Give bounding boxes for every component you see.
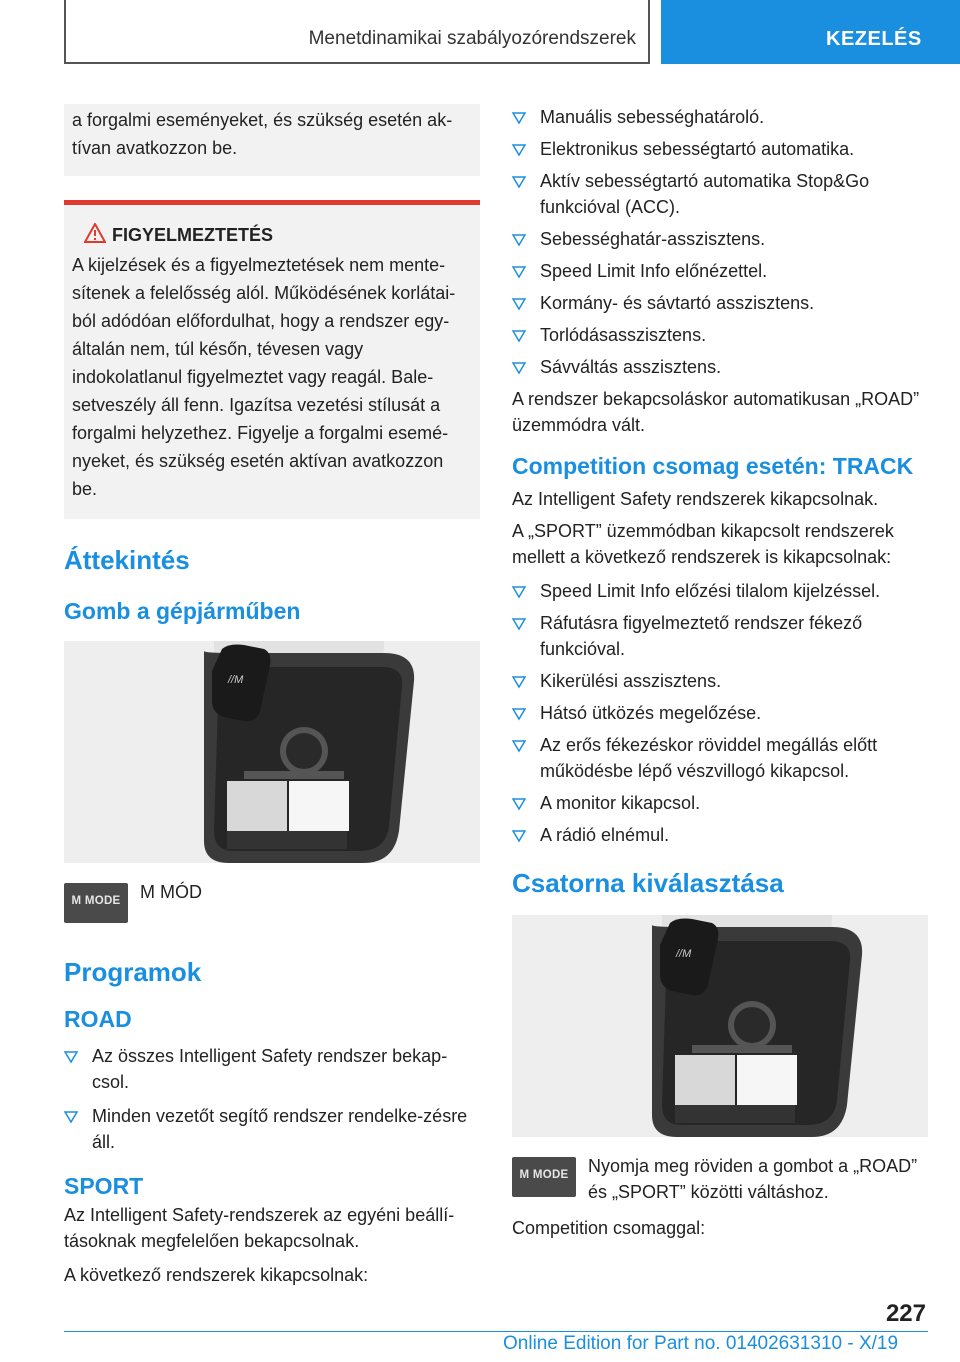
list-item: Minden vezetőt segítő rendszer rendelke-zésre áll. (64, 1103, 480, 1155)
track-text-2: A „SPORT” üzemmódban kikapcsolt rendszerek mellett a következő rendszerek is kikapcsolnak: (512, 521, 894, 567)
triangle-bullet-icon (512, 175, 526, 189)
svg-text://M: //M (228, 674, 244, 686)
list-item: Speed Limit Info előzési tilalom kijelzéssel. (512, 578, 928, 604)
additional-off-list (512, 578, 928, 848)
heading-programs: Programok (64, 957, 202, 987)
heading-channel-select: Csatorna kiválasztása (512, 868, 784, 898)
intro-text: a forgalmi eseményeket, és szükség esetén ak-tívan avatkozzon be. (72, 110, 453, 158)
mmode-icon-text: M MODE (519, 1169, 569, 1181)
intro-box (64, 104, 480, 176)
left-column (64, 104, 480, 1288)
header-title: Menetdinamikai szabályozórendszerek (308, 28, 636, 49)
list-item: Manuális sebességhatároló. (512, 104, 928, 130)
triangle-bullet-icon (512, 707, 526, 721)
right-column (512, 104, 928, 1241)
triangle-bullet-icon (512, 143, 526, 157)
page-number: 227 (885, 1300, 926, 1327)
list-item: Sávváltás asszisztens. (512, 354, 928, 380)
sport-text: Az Intelligent Safety-rendszerek az egyéni beállí-tásoknak megfelelően bekapcsolnak. (64, 1205, 455, 1251)
road-list (64, 1043, 480, 1155)
warning-text: A kijelzések és a figyelmeztetések nem mente-sítenek a felelősség alól. Működésének korlátai-ból adódóan előfordulhat, hogy a rendszer egy-általán nem, túl későn, tévesen vagy indokolatlanul figyelmeztet vagy reagál. Bale-setveszély áll fenn. Igazítsa vezetési stílusát a forgalmi helyzethez. Figyelje a forgalmi esemé-nyeket, és szükség esetén aktívan avatkozzon be. (72, 255, 456, 499)
triangle-bullet-icon (512, 265, 526, 279)
warning-triangle-icon (72, 221, 112, 249)
list-item: Kikerülési asszisztens. (512, 668, 928, 694)
header-tab-kezeles[interactable] (661, 0, 960, 64)
mmode-row (64, 883, 480, 945)
svg-text://M: //M (676, 948, 692, 960)
list-item: Torlódásasszisztens. (512, 322, 928, 348)
channel-text: Nyomja meg röviden a gombot a „ROAD” és „SPORT” közötti váltáshoz. (588, 1156, 918, 1202)
mmode-icon-text: M MODE (71, 895, 121, 907)
mmode-button-icon (512, 1157, 576, 1197)
mmode-row-2 (512, 1155, 928, 1211)
footer-divider (64, 1331, 928, 1332)
warning-heading (72, 221, 472, 249)
list-item: Elektronikus sebességtartó automatika. (512, 136, 928, 162)
heading-button-in-vehicle: Gomb a gépjárműben (64, 598, 301, 624)
systems-off-list (512, 104, 928, 380)
sport-text-2: A következő rendszerek kikapcsolnak: (64, 1265, 369, 1285)
list-item: Speed Limit Info előnézettel. (512, 258, 928, 284)
list-item: Sebességhatár-asszisztens. (512, 226, 928, 252)
console-photo (64, 641, 480, 863)
heading-sport: SPORT (64, 1173, 144, 1199)
heading-road: ROAD (64, 1006, 132, 1032)
triangle-bullet-icon (64, 1050, 78, 1064)
triangle-bullet-icon (512, 797, 526, 811)
mmode-label: M MÓD (140, 882, 202, 902)
mmode-button-icon (64, 883, 128, 923)
track-text-1: Az Intelligent Safety rendszerek kikapcsolnak. (512, 489, 879, 509)
triangle-bullet-icon (512, 617, 526, 631)
list-item: Hátsó ütközés megelőzése. (512, 700, 928, 726)
triangle-bullet-icon (512, 675, 526, 689)
list-item: A monitor kikapcsol. (512, 790, 928, 816)
header-tab-label: KEZELÉS (826, 28, 922, 50)
footer-edition-text: Online Edition for Part no. 01402631310 - X/19 (503, 1333, 899, 1354)
triangle-bullet-icon (512, 739, 526, 753)
triangle-bullet-icon (512, 297, 526, 311)
triangle-bullet-icon (512, 329, 526, 343)
triangle-bullet-icon (512, 585, 526, 599)
header-box (64, 0, 650, 64)
heading-overview: Áttekintés (64, 545, 190, 575)
triangle-bullet-icon (512, 361, 526, 375)
list-item: Az erős fékezéskor röviddel megállás előtt működésbe lépő vészvillogó kikapcsol. (512, 732, 928, 784)
triangle-bullet-icon (64, 1110, 78, 1124)
list-item: Aktív sebességtartó automatika Stop&Go funkcióval (ACC). (512, 168, 928, 220)
triangle-bullet-icon (512, 233, 526, 247)
console-photo-2 (512, 915, 928, 1137)
list-item: Ráfutásra figyelmeztető rendszer fékező funkcióval. (512, 610, 928, 662)
list-item: Az összes Intelligent Safety rendszer bekap-csol. (64, 1043, 480, 1095)
list-item: A rádió elnémul. (512, 822, 928, 848)
list-item: Kormány- és sávtartó asszisztens. (512, 290, 928, 316)
warning-box (64, 200, 480, 519)
triangle-bullet-icon (512, 829, 526, 843)
triangle-bullet-icon (512, 111, 526, 125)
road-note: A rendszer bekapcsoláskor automatikusan „ROAD” üzemmódra vált. (512, 389, 920, 435)
heading-competition-track: Competition csomag esetén: TRACK (512, 453, 914, 479)
warning-title: FIGYELMEZTETÉS (112, 225, 274, 245)
competition-text: Competition csomaggal: (512, 1218, 706, 1238)
